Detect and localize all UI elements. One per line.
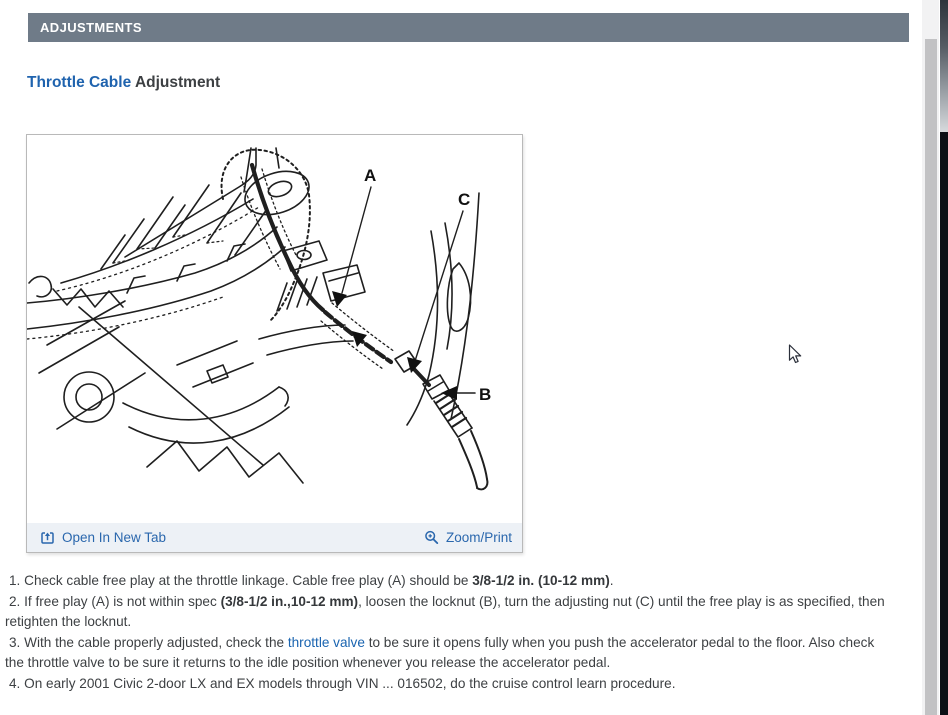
step-number: 3. <box>9 634 21 650</box>
zoom-print-label: Zoom/Print <box>445 530 512 545</box>
instructions <box>5 571 894 694</box>
page-title <box>27 74 220 92</box>
step-3: 3. With the cable properly adjusted, check the throttle valve to be sure it opens fully when you push the accelerator pedal to the floor. Also check the throttle valve to be sure it returns to the idle position whenever you release the accelerator pedal. <box>5 634 875 670</box>
zoom-print-link[interactable] <box>424 530 512 545</box>
callout-c-label: C <box>458 190 471 209</box>
outer-scrollbar-thumb[interactable] <box>940 0 948 132</box>
figure-image[interactable] <box>27 135 522 523</box>
figure-panel <box>26 134 523 553</box>
open-in-new-tab-icon <box>40 531 55 545</box>
diagram-line-art <box>27 148 487 489</box>
step-number: 1. <box>9 573 21 588</box>
step-number: 2. <box>9 593 21 609</box>
open-in-new-tab-link[interactable] <box>40 530 166 545</box>
throttle-valve-link[interactable]: throttle valve <box>287 634 365 650</box>
throttle-cable-heading-link[interactable]: Throttle Cable <box>27 74 132 91</box>
step-4: 4. On early 2001 Civic 2-door LX and EX models through VIN ... 016502, do the cruise control learn procedure. <box>9 675 676 691</box>
open-in-new-tab-label: Open In New Tab <box>62 530 167 545</box>
mouse-cursor <box>788 344 803 365</box>
spec-bold: 3/8-1/2 in. (10-12 mm) <box>472 573 610 588</box>
zoom-in-icon <box>424 530 439 545</box>
page-scrollbar-thumb[interactable] <box>925 39 937 715</box>
window-edge <box>940 0 948 715</box>
heading-adjustment-text: Adjustment <box>134 74 221 91</box>
section-header-title: ADJUSTMENTS <box>40 20 142 35</box>
page-scrollbar-track[interactable] <box>922 0 939 715</box>
callout-a-label: A <box>364 166 377 185</box>
step-1: 1. Check cable free play at the throttle linkage. Cable free play (A) should be 3/8-1/2 in. (10-12 mm). <box>9 573 614 588</box>
step-number: 4. <box>9 675 21 691</box>
figure-toolbar <box>27 523 522 552</box>
spec-bold: (3/8-1/2 in.,10-12 mm) <box>220 593 359 609</box>
step-2: 2. If free play (A) is not within spec (3/8-1/2 in.,10-12 mm), loosen the locknut (B), turn the adjusting nut (C) until the free play is as specified, then retighten the locknut. <box>5 593 885 629</box>
callout-b-label: B <box>479 385 492 404</box>
throttle-cable-diagram <box>27 135 522 523</box>
section-header-bar <box>28 13 909 42</box>
